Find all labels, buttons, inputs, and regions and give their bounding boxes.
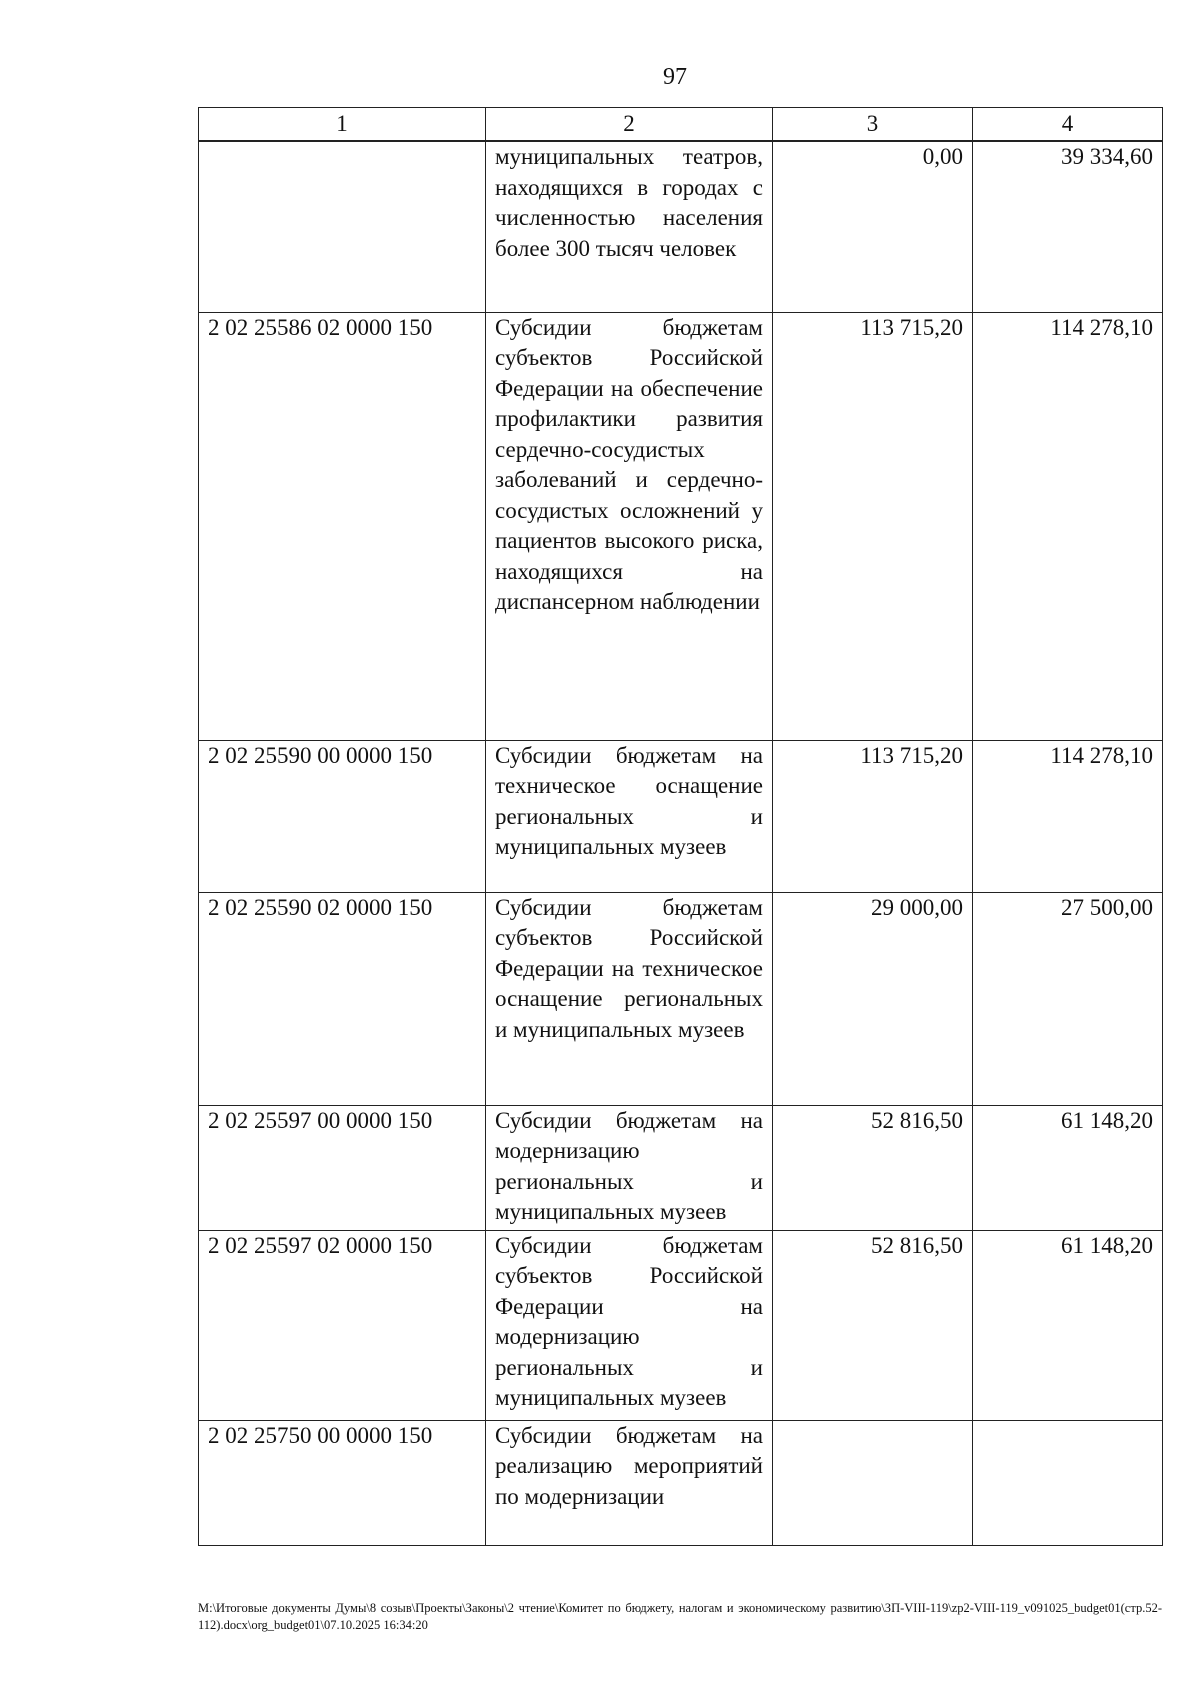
row-description: Субсидии бюджетам субъектов Российской Федерации на модернизацию региональных и муниципальных музеев (486, 1230, 773, 1420)
value-column-4: 61 148,20 (973, 1105, 1163, 1230)
table-row (199, 1105, 1163, 1230)
row-description: Субсидии бюджетам на модернизацию региональных и муниципальных музеев (486, 1105, 773, 1230)
document-file-path-footer: M:\Итоговые документы Думы\8 созыв\Проекты\Законы\2 чтение\Комитет по бюджету, налогам и экономическому развитию\ЗП-VIII-119\zp2-VIII-119_v091025_budget01(стр.52-112).docx\org_budget01\07.10.2025 16:34:20 (198, 1601, 1162, 1632)
budget-code: 2 02 25590 00 0000 150 (199, 740, 486, 892)
column-header-2: 2 (486, 108, 773, 142)
table-row (199, 141, 1163, 312)
row-description: Субсидии бюджетам субъектов Российской Федерации на обеспечение профилактики развития сердечно-сосудистых заболеваний и сердечно-сосудистых осложнений у пациентов высокого риска, находящихся на диспансерном наблюдении (486, 312, 773, 740)
value-column-3: 113 715,20 (773, 740, 973, 892)
budget-code: 2 02 25597 02 0000 150 (199, 1230, 486, 1420)
table-row (199, 312, 1163, 740)
table-header-row (199, 108, 1163, 142)
table-row (199, 892, 1163, 1105)
page-number: 97 (663, 64, 687, 90)
budget-table (198, 107, 1163, 1546)
row-description: муниципальных театров, находящихся в городах с численностью населения более 300 тысяч человек (486, 141, 773, 312)
value-column-4: 39 334,60 (973, 141, 1163, 312)
value-column-3: 29 000,00 (773, 892, 973, 1105)
budget-code: 2 02 25590 02 0000 150 (199, 892, 486, 1105)
table-row (199, 1420, 1163, 1545)
row-description: Субсидии бюджетам субъектов Российской Федерации на техническое оснащение региональных и муниципальных музеев (486, 892, 773, 1105)
value-column-3: 0,00 (773, 141, 973, 312)
value-column-4: 27 500,00 (973, 892, 1163, 1105)
column-header-4: 4 (973, 108, 1163, 142)
budget-code: 2 02 25750 00 0000 150 (199, 1420, 486, 1545)
row-description: Субсидии бюджетам на реализацию мероприятий по модернизации (486, 1420, 773, 1545)
budget-code (199, 141, 486, 312)
table-row (199, 740, 1163, 892)
column-header-3: 3 (773, 108, 973, 142)
value-column-3 (773, 1420, 973, 1545)
value-column-3: 52 816,50 (773, 1230, 973, 1420)
value-column-4: 114 278,10 (973, 740, 1163, 892)
table-row (199, 1230, 1163, 1420)
value-column-3: 52 816,50 (773, 1105, 973, 1230)
budget-code: 2 02 25586 02 0000 150 (199, 312, 486, 740)
row-description: Субсидии бюджетам на техническое оснащение региональных и муниципальных музеев (486, 740, 773, 892)
value-column-4: 114 278,10 (973, 312, 1163, 740)
value-column-3: 113 715,20 (773, 312, 973, 740)
budget-code: 2 02 25597 00 0000 150 (199, 1105, 486, 1230)
value-column-4: 61 148,20 (973, 1230, 1163, 1420)
column-header-1: 1 (199, 108, 486, 142)
value-column-4 (973, 1420, 1163, 1545)
